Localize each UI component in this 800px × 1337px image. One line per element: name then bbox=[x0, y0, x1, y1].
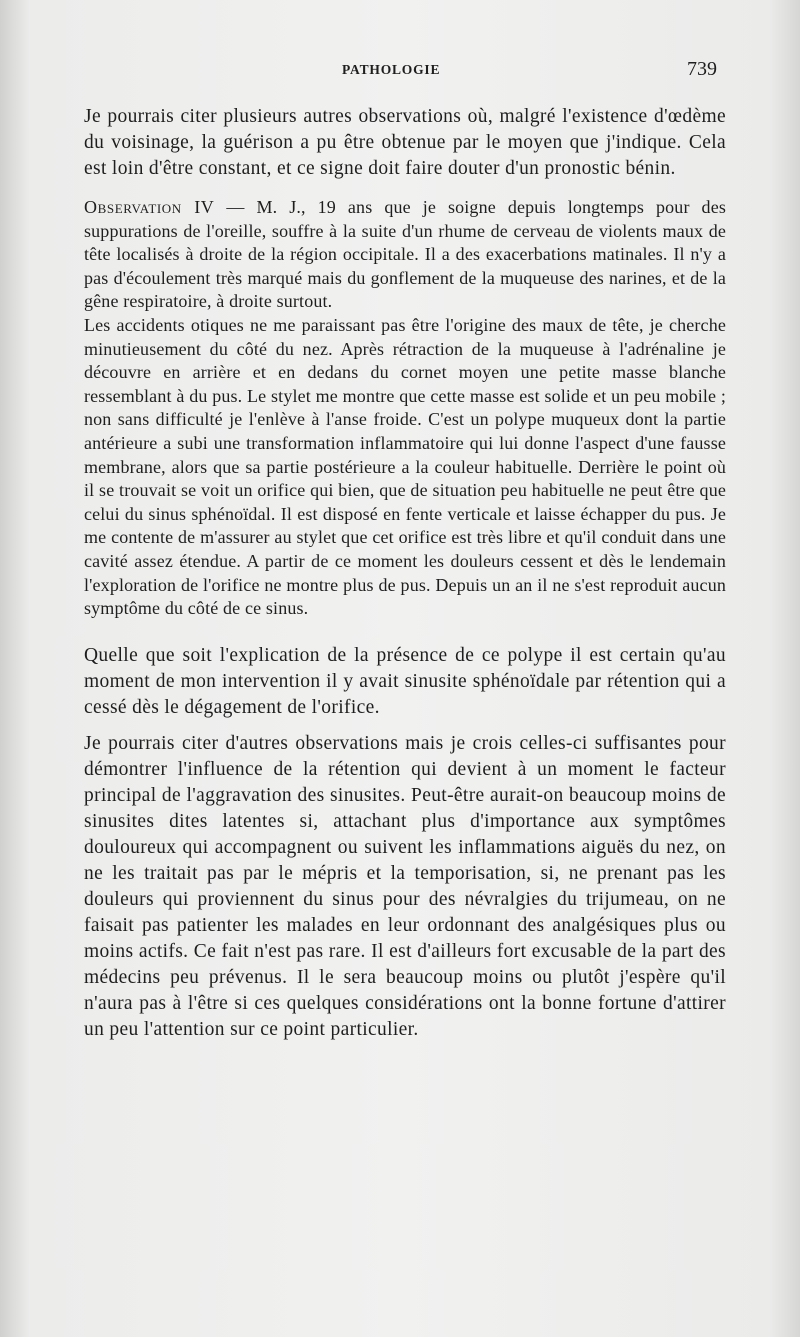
observation-text: — M. J., 19 ans que je soigne depuis longtemps pour des suppurations de l'oreille, souffre à la suite d'un rhume de cerveau de violents maux de tête localisés à droite de la région occipitale. Il a des exacerbations matinales. Il n'y a pas d'écoulement très marqué mais du gonflement de la muqueuse des narines, et de la gêne respiratoire, à droite surtout. bbox=[84, 197, 726, 312]
page-header bbox=[0, 58, 800, 88]
observation-label: Observation IV bbox=[84, 197, 215, 217]
observation-paragraph bbox=[84, 196, 726, 314]
paragraph-explanation: Quelle que soit l'explication de la présence de ce polype il est certain qu'au moment de mon intervention il y avait sinusite sphénoïdale par rétention qui a cessé dès le dégagement de l'orifice. bbox=[84, 644, 726, 718]
paragraph-conclusion: Je pourrais citer d'autres observations mais je crois celles-ci suffisantes pour démontrer l'influence de la rétention qui devient à un moment le facteur principal de l'aggravation des sinusites. Peut-être aurait-on beaucoup moins de sinusites dites latentes si, attachant plus d'importance aux symptômes douloureux qui accompagnent ou suivent les inflammations aiguës du nez, on ne les traitait pas par le mépris et la temporisation, si, ne prenant pas les douleurs qui proviennent du sinus pour des névralgies du trijumeau, on ne faisait pas patienter les malades en leur ordonnant des analgésiques plus ou moins actifs. Ce fait n'est pas rare. Il est d'ailleurs fort excusable de la part des médecins peu prévenus. Il le sera beaucoup moins ou plutôt j'espère qu'il n'aura pas à l'être si ces quelques considérations ont la bonne fortune d'attirer un peu l'attention sur ce point particulier. bbox=[84, 732, 726, 1040]
paragraph-intro: Je pourrais citer plusieurs autres observations où, malgré l'existence d'œdème du voisinage, la guérison a pu être obtenue par le moyen que j'indique. Cela est loin d'être constant, et ce signe doit faire douter d'un pronostic bénin. bbox=[84, 106, 726, 179]
page-body bbox=[84, 104, 726, 1043]
running-title: PATHOLOGIE bbox=[342, 62, 441, 77]
paragraph-case-details: Les accidents otiques ne me paraissant pas être l'origine des maux de tête, je cherche minutieusement du côté du nez. Après rétraction de la muqueuse à l'adrénaline je découvre en arrière et en dedans du cornet moyen une petite masse blanche ressemblant à du pus. Le stylet me montre que cette masse est solide et un peu mobile ; non sans difficulté je l'enlève à l'anse froide. C'est un polype muqueux dont la partie antérieure a subi une transformation inflammatoire qui lui donne l'aspect d'une fausse membrane, alors que sa partie postérieure a la couleur habituelle. Derrière le point où il se trouvait se voit un orifice qui bien, que de situation peu habituelle ne peut être que celui du sinus sphénoïdal. Il est disposé en fente verticale et laisse échapper du pus. Je me contente de m'assurer au stylet que cet orifice est très libre et qu'il conduit dans une cavité assez étendue. A partir de ce moment les douleurs cessent et dès le lendemain l'exploration de l'orifice ne montre plus de pus. Depuis un an il ne s'est reproduit aucun symptôme du côté de ce sinus. bbox=[84, 314, 726, 619]
page-number: 739 bbox=[687, 58, 717, 80]
